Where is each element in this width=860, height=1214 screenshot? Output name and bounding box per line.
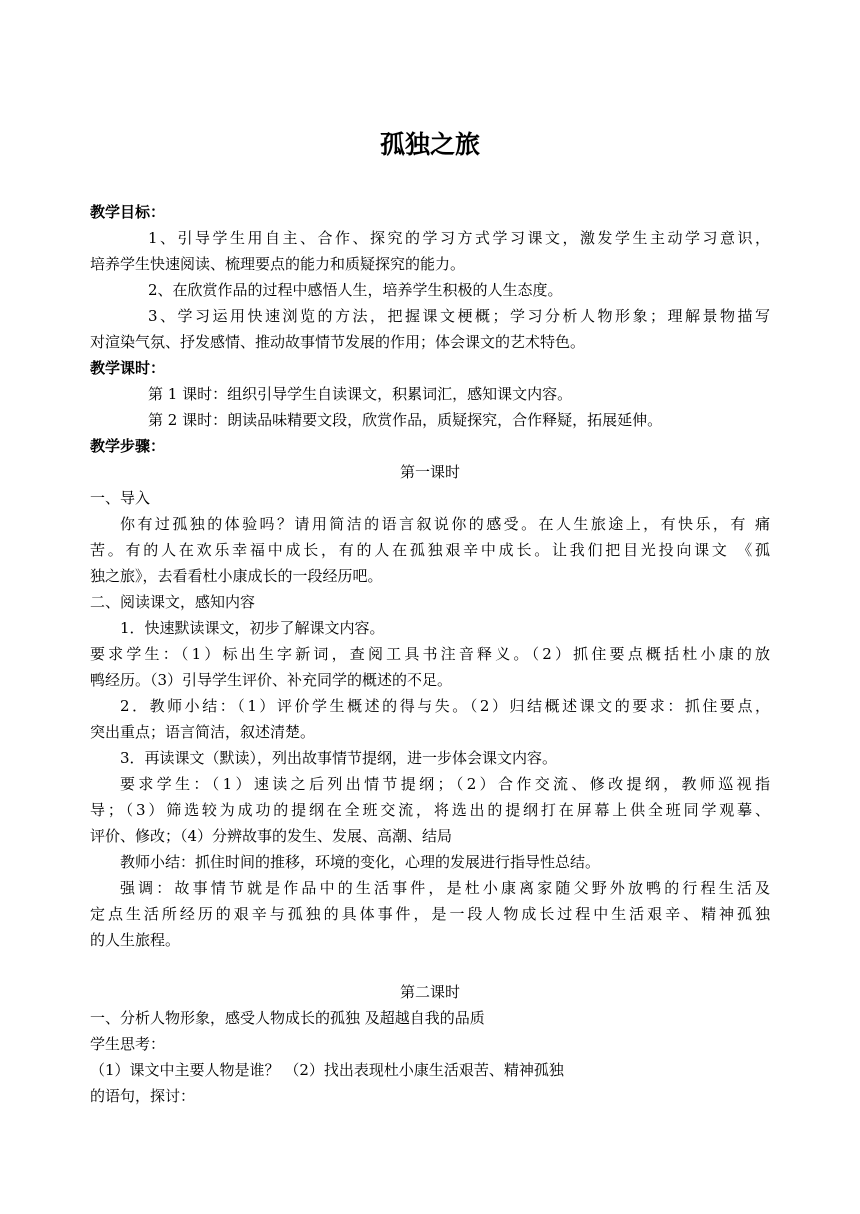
paragraph-line: 鸭经历。（3）引导学生评价、补充同学的概述的不足。 [90,671,453,689]
paragraph-line: 导；（3）筛选较为成功的提纲在全班交流，将选出的提纲打在屏幕上供全班同学观摹、 [90,801,770,819]
paragraph-line: 学生思考： [90,1035,166,1053]
paragraph-line: 2、在欣赏作品的过程中感悟人生，培养学生积极的人生态度。 [148,281,563,299]
paragraph-line: 对渲染气氛、抒发感情、推动故事情节发展的作用；体会课文的艺术特色。 [90,333,586,351]
paragraph-line: 定点生活所经历的艰辛与孤独的具体事件，是一段人物成长过程中生活艰辛、精神孤独 [90,905,770,923]
heading-steps: 教学步骤： [90,437,166,455]
section-subheading: 一、导入 [90,489,151,507]
section-heading-second-period: 第二课时 [399,983,460,1001]
paragraph-line: 的人生旅程。 [90,931,181,949]
paragraph-line: 苦。有的人在欢乐幸福中成长，有的人在孤独艰辛中成长。让我们把目光投向课文 《孤 [90,541,770,559]
heading-periods: 教学课时： [90,359,166,377]
document-title: 孤独之旅 [379,130,480,159]
paragraph-line: 突出重点；语言简洁，叙述清楚。 [90,723,316,741]
heading-objectives: 教学目标： [90,203,166,221]
section-subheading: 二、阅读课文，感知内容 [90,593,256,611]
paragraph-line: 第 1 课时：组织引导学生自读课文，积累词汇，感知课文内容。 [148,385,573,403]
paragraph-line: 强调：故事情节就是作品中的生活事件，是杜小康离家随父野外放鸭的行程生活及 [120,879,770,897]
section-subheading: 一、分析人物形象，感受人物成长的孤独 及超越自我的品质 [90,1009,485,1027]
paragraph-line: 3、学习运用快速浏览的方法，把握课文梗概；学习分析人物形象；理解景物描写 [148,307,770,325]
paragraph-line: 教师小结：抓住时间的推移，环境的变化，心理的发展进行指导性总结。 [120,853,601,871]
paragraph-line: 独之旅》，去看看杜小康成长的一段经历吧。 [90,567,383,585]
paragraph-line: 培养学生快速阅读、梳理要点的能力和质疑探究的能力。 [90,255,466,273]
paragraph-line: 你有过孤独的体验吗？请用简洁的语言叙说你的感受。在人生旅途上，有快乐，有 痛 [120,515,770,533]
paragraph-line: 3．再读课文（默读），列出故事情节提纲，进一步体会课文内容。 [120,749,558,767]
paragraph-line: 要求学生：（1）速读之后列出情节提纲；（2）合作交流、修改提纲，教师巡视指 [120,775,770,793]
paragraph-line: 2．教师小结：（1）评价学生概述的得与失。（2）归结概述课文的要求：抓住要点， [120,697,770,715]
paragraph-line: 评价、修改；（4）分辨故事的发生、发展、高潮、结局 [90,827,453,845]
paragraph-line: 第 2 课时：朗读品味精要文段，欣赏作品，质疑探究，合作释疑，拓展延伸。 [148,411,663,429]
paragraph-line: 的语句，探讨： [90,1087,196,1105]
paragraph-line: 1、引导学生用自主、合作、探究的学习方式学习课文，激发学生主动学习意识， [148,229,770,247]
paragraph-line: 1．快速默读课文，初步了解课文内容。 [120,619,385,637]
paragraph-line: 要求学生：（1）标出生字新词，查阅工具书注音释义。（2）抓住要点概括杜小康的放 [90,645,770,663]
section-heading-first-period: 第一课时 [399,463,460,481]
paragraph-line: （1）课文中主要人物是谁？ （2）找出表现杜小康生活艰苦、精神孤独 [90,1061,564,1079]
